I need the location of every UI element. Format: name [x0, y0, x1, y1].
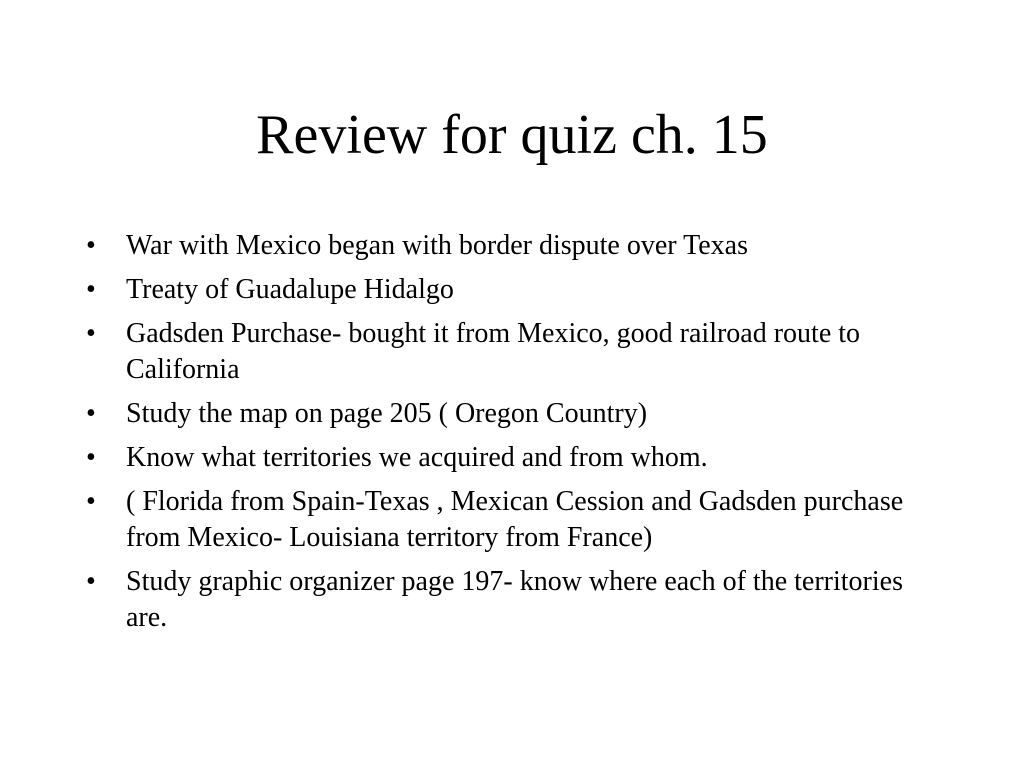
bullet-icon: • [86, 230, 96, 261]
bullet-text: Study graphic organizer page 197- know where each of the territories are. [126, 566, 903, 633]
bullet-text: Know what territories we acquired and from whom. [126, 442, 708, 473]
bullet-text: War with Mexico began with border dispute over Texas [126, 230, 748, 261]
bullet-text: Study the map on page 205 ( Oregon Country) [126, 398, 648, 429]
bullet-icon: • [86, 398, 96, 429]
bullet-item [86, 396, 946, 432]
bullet-icon: • [86, 566, 96, 597]
bullet-item [86, 316, 946, 388]
slide-title: Review for quiz ch. 15 [256, 104, 768, 166]
bullet-icon: • [86, 442, 96, 473]
bullet-item [86, 564, 946, 636]
bullet-icon: • [86, 486, 96, 517]
bullet-icon: • [86, 274, 96, 305]
bullet-list [86, 228, 946, 644]
bullet-icon: • [86, 318, 96, 349]
bullet-item [86, 272, 946, 308]
bullet-item [86, 228, 946, 264]
bullet-text: Treaty of Guadalupe Hidalgo [126, 274, 454, 305]
bullet-text: ( Florida from Spain-Texas , Mexican Cession and Gadsden purchase from Mexico- Louisiana territory from France) [126, 486, 904, 553]
bullet-item [86, 484, 946, 556]
bullet-item [86, 440, 946, 476]
bullet-text: Gadsden Purchase- bought it from Mexico, good railroad route to California [126, 318, 861, 385]
